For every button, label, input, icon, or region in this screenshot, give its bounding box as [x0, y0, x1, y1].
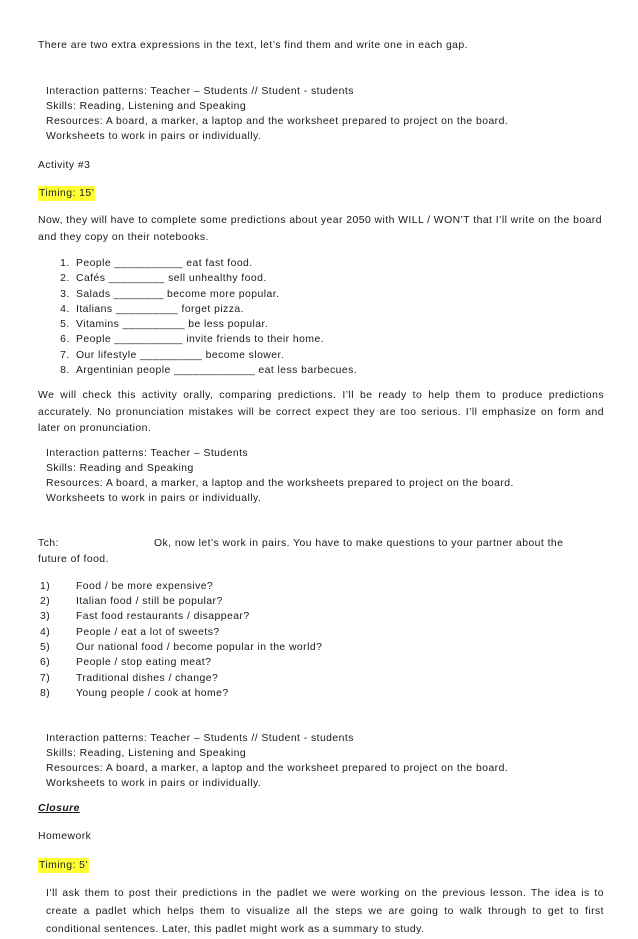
- list-item: 6) People / stop eating meat?: [40, 657, 212, 669]
- interaction-patterns: Interaction patterns: Teacher – Students // Student - students: [46, 733, 354, 745]
- closure-heading: Closure: [38, 803, 80, 815]
- document-page: [38, 38, 604, 939]
- list-item: 8. Argentinian people _____________ eat less barbecues.: [73, 363, 604, 378]
- resources: Resources: A board, a marker, a laptop and the worksheets prepared to project on the board.: [46, 477, 514, 489]
- list-item: 3) Fast food restaurants / disappear?: [40, 611, 250, 623]
- predictions-list: [38, 256, 604, 378]
- resources: Resources: A board, a marker, a laptop and the worksheet prepared to project on the board.: [46, 763, 509, 775]
- list-item: 3. Salads ________ become more popular.: [73, 287, 604, 302]
- intro-text: There are two extra expressions in the text, let’s find them and write one in each gap.: [38, 40, 468, 51]
- homework-paragraph: I’ll ask them to post their predictions in the padlet we were working on the previous lesson. The idea is to create a padlet which helps them to visualize all the steps we are going to walk through to get to first conditional sentences. Later, this padlet might work as a summary to study.: [46, 887, 604, 935]
- list-item: 4) People / eat a lot of sweets?: [40, 626, 220, 638]
- check-paragraph: We will check this activity orally, comparing predictions. I’ll be ready to help them to produce predictions accurately. No pronunciation mistakes will be correct expect they are too serious. I’ll emphasize on form and later on pronunciation.: [38, 390, 604, 435]
- skills: Skills: Reading, Listening and Speaking: [46, 100, 247, 112]
- predictions-intro: Now, they will have to complete some predictions about year 2050 with WILL / WON’T that I’ll write on the board and they copy on their notebooks.: [38, 215, 602, 243]
- timing-highlight: Timing: 15’: [39, 188, 95, 199]
- info-box-1: [46, 84, 604, 144]
- interaction-patterns: Interaction patterns: Teacher – Students // Student - students: [46, 85, 354, 97]
- list-item: 8) Young people / cook at home?: [40, 687, 229, 699]
- list-item: 1) Food / be more expensive?: [40, 580, 214, 592]
- list-item: 5) Our national food / become popular in the world?: [40, 642, 323, 654]
- list-item: 4. Italians __________ forget pizza.: [73, 302, 604, 317]
- worksheets-note: Worksheets to work in pairs or individually.: [46, 130, 262, 142]
- list-item: 5. Vitamins __________ be less popular.: [73, 317, 604, 332]
- list-item: 2) Italian food / still be popular?: [40, 596, 223, 608]
- homework-label: Homework: [38, 831, 92, 843]
- teacher-text: Ok, now let’s work in pairs. You have to make questions to your partner about the: [154, 537, 564, 549]
- teacher-line: [38, 536, 604, 553]
- resources: Resources: A board, a marker, a laptop and the worksheet prepared to project on the board.: [46, 115, 509, 127]
- list-item: 2. Cafés _________ sell unhealthy food.: [73, 271, 604, 286]
- timing-highlight: Timing: 5’: [39, 859, 89, 871]
- list-item: 6. People ___________ invite friends to their home.: [73, 332, 604, 347]
- teacher-text-continued: future of food.: [38, 554, 109, 566]
- skills: Skills: Reading, Listening and Speaking: [46, 748, 247, 760]
- questions-list: [38, 579, 604, 701]
- info-box-3: [46, 731, 604, 791]
- teacher-label: Tch:: [38, 537, 59, 549]
- list-item: 7) Traditional dishes / change?: [40, 672, 219, 684]
- activity-label: Activity #3: [38, 159, 91, 171]
- worksheets-note: Worksheets to work in pairs or individually.: [46, 492, 262, 504]
- worksheets-note: Worksheets to work in pairs or individually.: [46, 778, 262, 790]
- skills: Skills: Reading and Speaking: [46, 462, 194, 474]
- list-item: 7. Our lifestyle __________ become slower.: [73, 348, 604, 363]
- list-item: 1. People ___________ eat fast food.: [73, 256, 604, 271]
- info-box-2: [46, 446, 604, 506]
- interaction-patterns: Interaction patterns: Teacher – Students: [46, 447, 249, 459]
